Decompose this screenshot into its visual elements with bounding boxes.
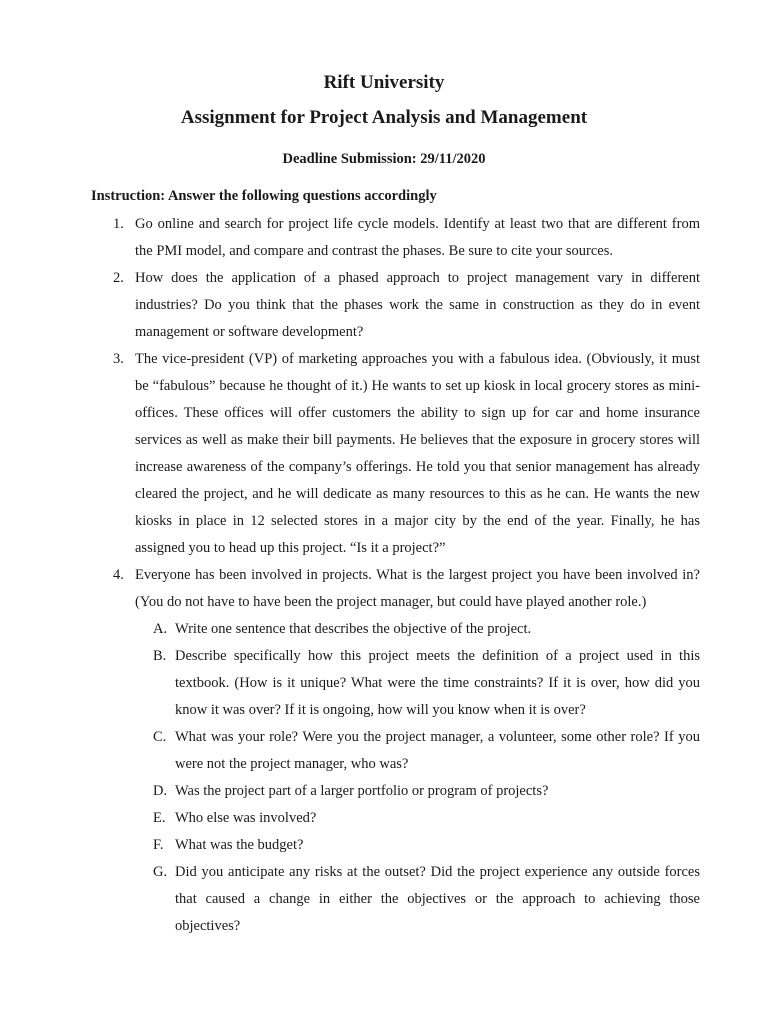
question-number: 1.: [113, 216, 124, 232]
sub-question-list: [135, 616, 700, 940]
sub-question-letter: C.: [153, 729, 167, 745]
question-text: Go online and search for project life cycle models. Identify at least two that are different from the PMI model, and compare and contrast the phases. Be sure to cite your sources.: [135, 216, 700, 259]
sub-question-item: [135, 778, 700, 805]
question-number: 4.: [113, 567, 124, 583]
sub-question-text: Was the project part of a larger portfolio or program of projects?: [175, 783, 549, 799]
question-item: [0, 211, 768, 265]
question-text: How does the application of a phased approach to project management vary in different industries? Do you think that the phases work the same in construction as they do in event management or software development?: [135, 270, 700, 340]
sub-question-text: Who else was involved?: [175, 810, 317, 826]
sub-question-letter: G.: [153, 864, 168, 880]
sub-question-text: Did you anticipate any risks at the outset? Did the project experience any outside forces that caused a change in either the objectives or the approach to achieving those objectives?: [175, 864, 700, 934]
question-number: 2.: [113, 270, 124, 286]
sub-question-text: What was the budget?: [175, 837, 304, 853]
sub-question-item: [135, 832, 700, 859]
sub-question-letter: B.: [153, 648, 167, 664]
deadline-line: Deadline Submission: 29/11/2020: [282, 151, 486, 167]
sub-question-item: [135, 643, 700, 724]
sub-question-text: Describe specifically how this project meets the definition of a project used in this textbook. (How is it unique? What were the time constraints? If it is over, how did you know it was over? If it is ongoing, how will you know when it is over?: [175, 648, 700, 718]
sub-question-item: [135, 805, 700, 832]
question-item: [0, 265, 768, 346]
sub-question-text: What was your role? Were you the project manager, a volunteer, some other role? If you were not the project manager, who was?: [175, 729, 700, 772]
question-text: Everyone has been involved in projects. What is the largest project you have been involved in? (You do not have to have been the project manager, but could have played another role.): [135, 567, 700, 610]
question-list: [0, 211, 768, 940]
sub-question-item: [135, 724, 700, 778]
question-text: The vice-president (VP) of marketing approaches you with a fabulous idea. (Obviously, it must be “fabulous” because he thought of it.) He wants to set up kiosk in local grocery stores as mini-offices. These offices will offer customers the ability to sign up for car and home insurance services as well as make their bill payments. He believes that the exposure in grocery stores will increase awareness of the company’s offerings. He told you that senior management has already cleared the project, and he will dedicate as many resources to this as he can. He wants the new kiosks in place in 12 selected stores in a major city by the end of the year. Finally, he has assigned you to head up this project. “Is it a project?”: [135, 351, 700, 556]
sub-question-letter: A.: [153, 621, 168, 637]
sub-question-item: [135, 859, 700, 940]
question-number: 3.: [113, 351, 124, 367]
sub-question-letter: D.: [153, 783, 168, 799]
assignment-title: Assignment for Project Analysis and Management: [180, 107, 588, 128]
question-item: [0, 562, 768, 940]
sub-question-letter: E.: [153, 810, 166, 826]
university-title: Rift University: [323, 72, 445, 93]
sub-question-item: [135, 616, 700, 643]
sub-question-letter: F.: [153, 837, 164, 853]
question-item: [0, 346, 768, 562]
sub-question-text: Write one sentence that describes the objective of the project.: [175, 621, 532, 637]
instruction-line: Instruction: Answer the following questions accordingly: [91, 188, 437, 204]
